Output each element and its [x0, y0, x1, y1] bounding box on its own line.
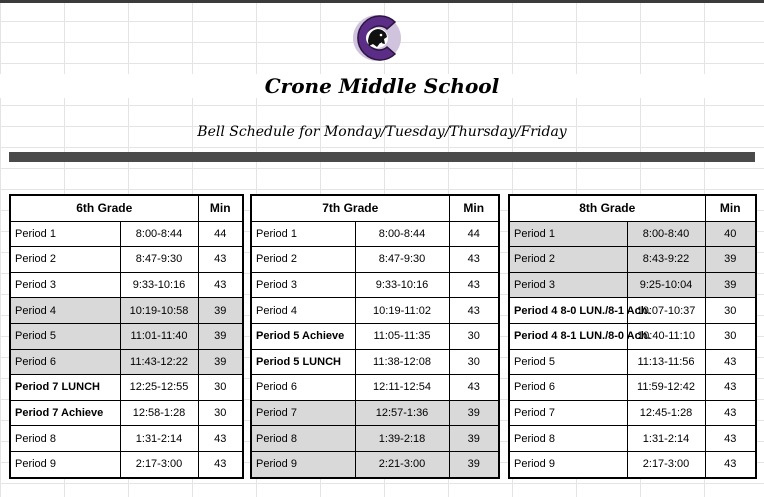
minutes-cell: 39: [198, 349, 243, 375]
time-cell: 10:40-11:10: [627, 323, 705, 349]
period-cell: Period 5 Achieve: [251, 323, 355, 349]
period-cell: Period 4 8-0 LUN./8-1 Ach.: [509, 298, 627, 324]
table-row: [10, 400, 243, 426]
minutes-cell: 43: [198, 247, 243, 273]
table-row: [509, 426, 756, 452]
table-row: [251, 247, 499, 273]
period-cell: Period 7: [251, 400, 355, 426]
minutes-cell: 43: [705, 451, 756, 477]
minutes-cell: 39: [705, 247, 756, 273]
schedule-title: Bell Schedule for Monday/Tuesday/Thursday/Friday: [197, 124, 567, 140]
table-row: [509, 400, 756, 426]
minutes-cell: 44: [449, 221, 499, 247]
minutes-cell: 43: [198, 451, 243, 477]
period-cell: Period 4 8-1 LUN./8-0 Ach.: [509, 323, 627, 349]
grade-6-table: [9, 194, 244, 479]
time-cell: 8:00-8:44: [120, 221, 198, 247]
time-cell: 2:17-3:00: [120, 451, 198, 477]
time-cell: 8:47-9:30: [355, 247, 449, 273]
period-cell: Period 9: [251, 451, 355, 477]
table-row: [509, 349, 756, 375]
time-cell: 8:00-8:44: [355, 221, 449, 247]
period-cell: Period 3: [251, 272, 355, 298]
time-cell: 8:43-9:22: [627, 247, 705, 273]
period-cell: Period 2: [251, 247, 355, 273]
minutes-cell: 40: [705, 221, 756, 247]
period-cell: Period 7: [509, 400, 627, 426]
minutes-cell: 43: [705, 349, 756, 375]
period-cell: Period 5: [509, 349, 627, 375]
time-cell: 12:57-1:36: [355, 400, 449, 426]
period-cell: Period 3: [10, 272, 120, 298]
table-row: [251, 221, 499, 247]
time-cell: 10:19-10:58: [120, 298, 198, 324]
table-row: [251, 375, 499, 401]
minutes-cell: 39: [705, 272, 756, 298]
minutes-cell: 30: [198, 375, 243, 401]
period-cell: Period 3: [509, 272, 627, 298]
period-cell: Period 5 LUNCH: [251, 349, 355, 375]
time-cell: 11:01-11:40: [120, 323, 198, 349]
period-cell: Period 6: [10, 349, 120, 375]
period-cell: Period 9: [10, 451, 120, 477]
period-cell: Period 2: [10, 247, 120, 273]
period-cell: Period 8: [509, 426, 627, 452]
min-header: Min: [198, 195, 243, 221]
time-cell: 2:21-3:00: [355, 451, 449, 477]
table-row: [10, 298, 243, 324]
table-row: [509, 272, 756, 298]
table-row: [251, 451, 499, 477]
time-cell: 1:39-2:18: [355, 426, 449, 452]
minutes-cell: 30: [705, 323, 756, 349]
top-border-line: [0, 0, 764, 3]
minutes-cell: 43: [705, 375, 756, 401]
grade-title: 6th Grade: [10, 195, 198, 221]
minutes-cell: 39: [449, 451, 499, 477]
time-cell: 2:17-3:00: [627, 451, 705, 477]
minutes-cell: 43: [198, 272, 243, 298]
table-row: [10, 375, 243, 401]
table-row: [10, 323, 243, 349]
period-cell: Period 1: [509, 221, 627, 247]
table-row: [10, 272, 243, 298]
minutes-cell: 30: [705, 298, 756, 324]
period-cell: Period 1: [10, 221, 120, 247]
period-cell: Period 5: [10, 323, 120, 349]
table-row: [251, 323, 499, 349]
table-row: [509, 221, 756, 247]
time-cell: 1:31-2:14: [120, 426, 198, 452]
minutes-cell: 39: [449, 400, 499, 426]
table-row: [509, 247, 756, 273]
time-cell: 12:58-1:28: [120, 400, 198, 426]
time-cell: 1:31-2:14: [627, 426, 705, 452]
table-row: [251, 298, 499, 324]
school-logo-icon: [351, 13, 403, 63]
min-header: Min: [705, 195, 756, 221]
period-cell: Period 7 Achieve: [10, 400, 120, 426]
table-row: [10, 349, 243, 375]
period-cell: Period 1: [251, 221, 355, 247]
time-cell: 11:05-11:35: [355, 323, 449, 349]
minutes-cell: 43: [449, 247, 499, 273]
period-cell: Period 8: [10, 426, 120, 452]
table-row: [509, 323, 756, 349]
grade-title: 7th Grade: [251, 195, 449, 221]
time-cell: 10:19-11:02: [355, 298, 449, 324]
minutes-cell: 43: [198, 426, 243, 452]
min-header: Min: [449, 195, 499, 221]
school-name: Crone Middle School: [0, 74, 764, 98]
minutes-cell: 39: [449, 426, 499, 452]
table-row: [10, 426, 243, 452]
time-cell: 9:33-10:16: [355, 272, 449, 298]
time-cell: 9:33-10:16: [120, 272, 198, 298]
minutes-cell: 43: [449, 375, 499, 401]
divider-bar: [9, 152, 755, 162]
minutes-cell: 43: [705, 400, 756, 426]
minutes-cell: 30: [449, 323, 499, 349]
time-cell: 11:13-11:56: [627, 349, 705, 375]
period-cell: Period 6: [509, 375, 627, 401]
time-cell: 12:25-12:55: [120, 375, 198, 401]
minutes-cell: 43: [705, 426, 756, 452]
table-row: [10, 221, 243, 247]
period-cell: Period 6: [251, 375, 355, 401]
period-cell: Period 2: [509, 247, 627, 273]
time-cell: 10:07-10:37: [627, 298, 705, 324]
time-cell: 12:45-1:28: [627, 400, 705, 426]
grade-7-table: [250, 194, 500, 479]
time-cell: 8:00-8:40: [627, 221, 705, 247]
period-cell: Period 8: [251, 426, 355, 452]
period-cell: Period 4: [251, 298, 355, 324]
table-row: [509, 375, 756, 401]
grade-title: 8th Grade: [509, 195, 705, 221]
minutes-cell: 43: [449, 272, 499, 298]
table-row: [251, 349, 499, 375]
table-row: [251, 426, 499, 452]
table-row: [251, 272, 499, 298]
table-row: [509, 451, 756, 477]
time-cell: 12:11-12:54: [355, 375, 449, 401]
period-cell: Period 7 LUNCH: [10, 375, 120, 401]
period-cell: Period 9: [509, 451, 627, 477]
grade-8-table: [508, 194, 757, 479]
minutes-cell: 39: [198, 323, 243, 349]
table-row: [251, 400, 499, 426]
table-row: [10, 451, 243, 477]
minutes-cell: 30: [449, 349, 499, 375]
time-cell: 8:47-9:30: [120, 247, 198, 273]
time-cell: 9:25-10:04: [627, 272, 705, 298]
minutes-cell: 43: [449, 298, 499, 324]
table-row: [10, 247, 243, 273]
time-cell: 11:43-12:22: [120, 349, 198, 375]
time-cell: 11:38-12:08: [355, 349, 449, 375]
time-cell: 11:59-12:42: [627, 375, 705, 401]
minutes-cell: 44: [198, 221, 243, 247]
table-row: [509, 298, 756, 324]
period-cell: Period 4: [10, 298, 120, 324]
minutes-cell: 39: [198, 298, 243, 324]
minutes-cell: 30: [198, 400, 243, 426]
